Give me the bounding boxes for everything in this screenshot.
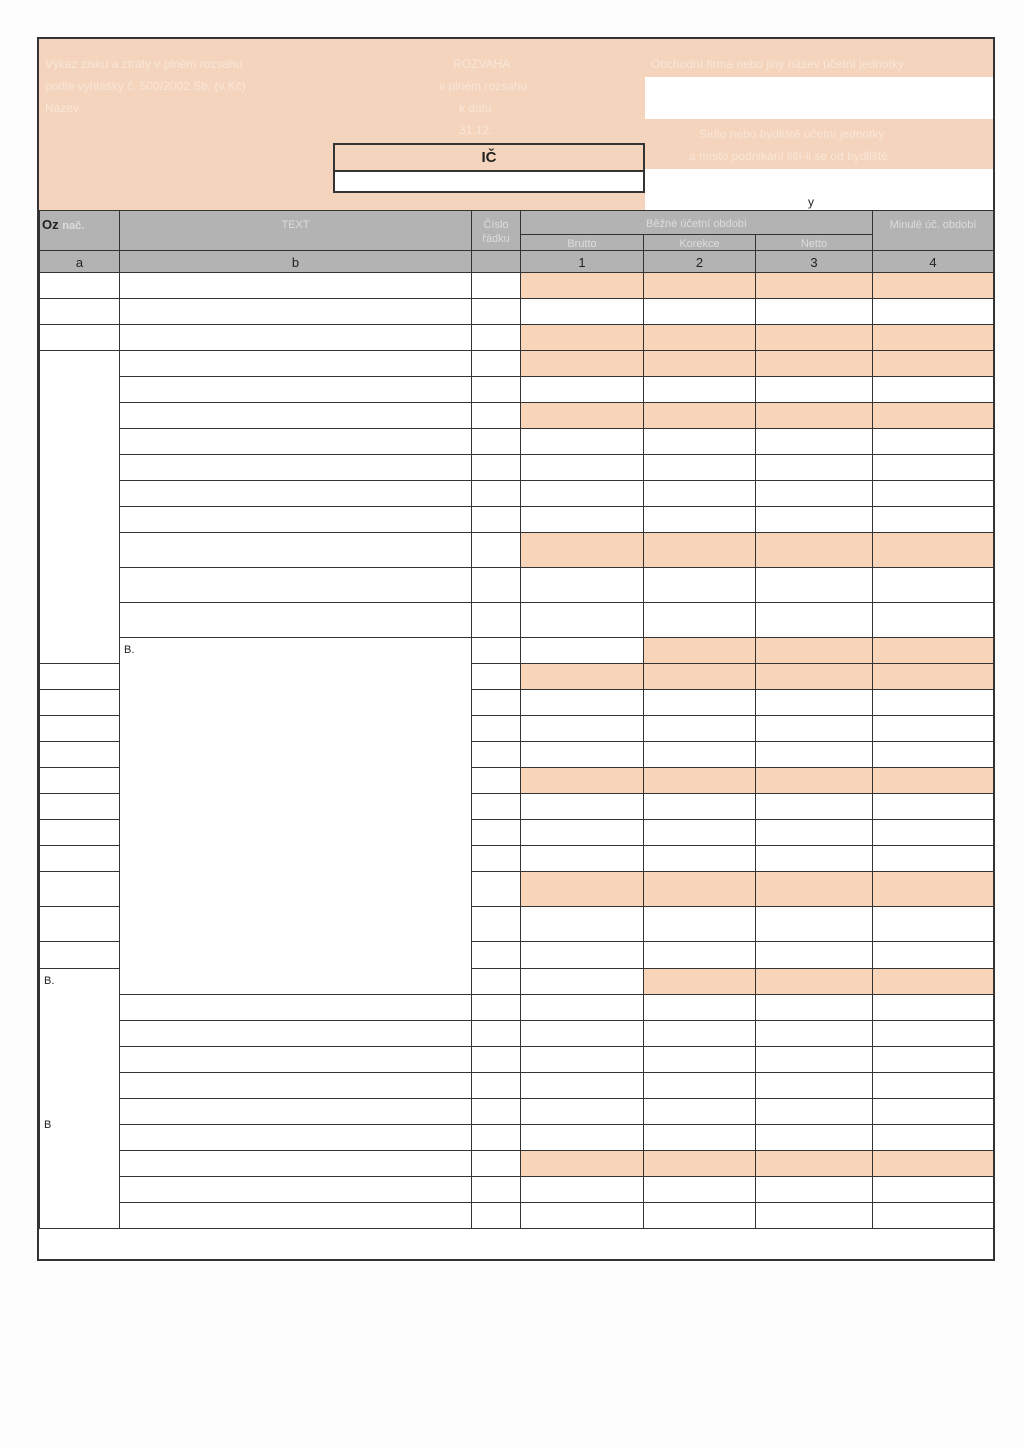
header-left-line-2: podle vyhlášky č. 500/2002 Sb. (v Kč) [45, 79, 246, 93]
col-index-row-no [472, 251, 521, 273]
table-row [40, 1021, 994, 1047]
company-name-field[interactable] [645, 77, 993, 119]
table-row [40, 1177, 994, 1203]
header-middle-line-3: k datu [459, 101, 492, 115]
col-header-brutto: Brutto [521, 235, 644, 251]
header-left-line-3: Název [45, 101, 80, 115]
table-row [40, 273, 994, 299]
table-row [40, 507, 994, 533]
y-mark: y [808, 195, 814, 209]
col-header-prev-period: Minulé úč. období [873, 211, 994, 251]
col-index-2: 2 [644, 251, 756, 273]
table-row [40, 1073, 994, 1099]
ic-box [333, 143, 645, 193]
ic-label: IČ [335, 145, 643, 172]
table-row [40, 377, 994, 403]
col-header-text: TEXT [120, 211, 472, 251]
table-row [40, 603, 994, 638]
section-a-label [40, 351, 120, 664]
table-row [40, 481, 994, 507]
header-middle-line-4: 31.12. [459, 123, 493, 137]
table-row [40, 1203, 994, 1229]
table-row [40, 568, 994, 603]
table-row [40, 299, 994, 325]
col-index-a: a [40, 251, 120, 273]
table-row [40, 638, 994, 664]
table-row [40, 325, 994, 351]
section-b1-label: B. [120, 638, 472, 995]
col-index-3: 3 [756, 251, 873, 273]
header-right-line-3: a místo podnikání liší-li se od bydliště [689, 149, 888, 163]
table-row [40, 403, 994, 429]
form-header [39, 39, 993, 212]
table-row [40, 1099, 994, 1125]
section-b2-label: B. B [40, 969, 120, 1229]
table-row [40, 1125, 994, 1151]
report-form [37, 37, 995, 1261]
table-row [40, 1047, 994, 1073]
header-middle-line-2: v plném rozsahu [439, 79, 528, 93]
header-right-line-2: Sídlo nebo bydliště účetní jednotky [699, 127, 885, 141]
header-middle-line-1: ROZVAHA [453, 57, 511, 71]
table-row [40, 533, 994, 568]
col-header-korekce: Korekce [644, 235, 756, 251]
table-row [40, 429, 994, 455]
table-row [40, 351, 994, 377]
table-header-row [40, 211, 994, 235]
table-row [40, 1151, 994, 1177]
table-row [40, 455, 994, 481]
col-header-netto: Netto [756, 235, 873, 251]
ic-value-field[interactable] [335, 170, 643, 191]
column-index-row [40, 251, 994, 273]
col-index-1: 1 [521, 251, 644, 273]
col-header-oz: Oz nač. [40, 211, 120, 251]
header-right-line-1: Obchodní firma nebo jiný název účetní jednotky [651, 57, 904, 71]
statement-table [39, 210, 994, 1229]
col-index-b: b [120, 251, 472, 273]
col-header-row-no: Číslo řádku [472, 211, 521, 251]
header-left-line-1: Výkaz zisku a ztráty v plném rozsahu [45, 57, 243, 71]
table-row [40, 995, 994, 1021]
company-address-field[interactable] [645, 169, 993, 210]
col-index-4: 4 [873, 251, 994, 273]
col-header-current-period: Běžné účetní období [521, 211, 873, 235]
